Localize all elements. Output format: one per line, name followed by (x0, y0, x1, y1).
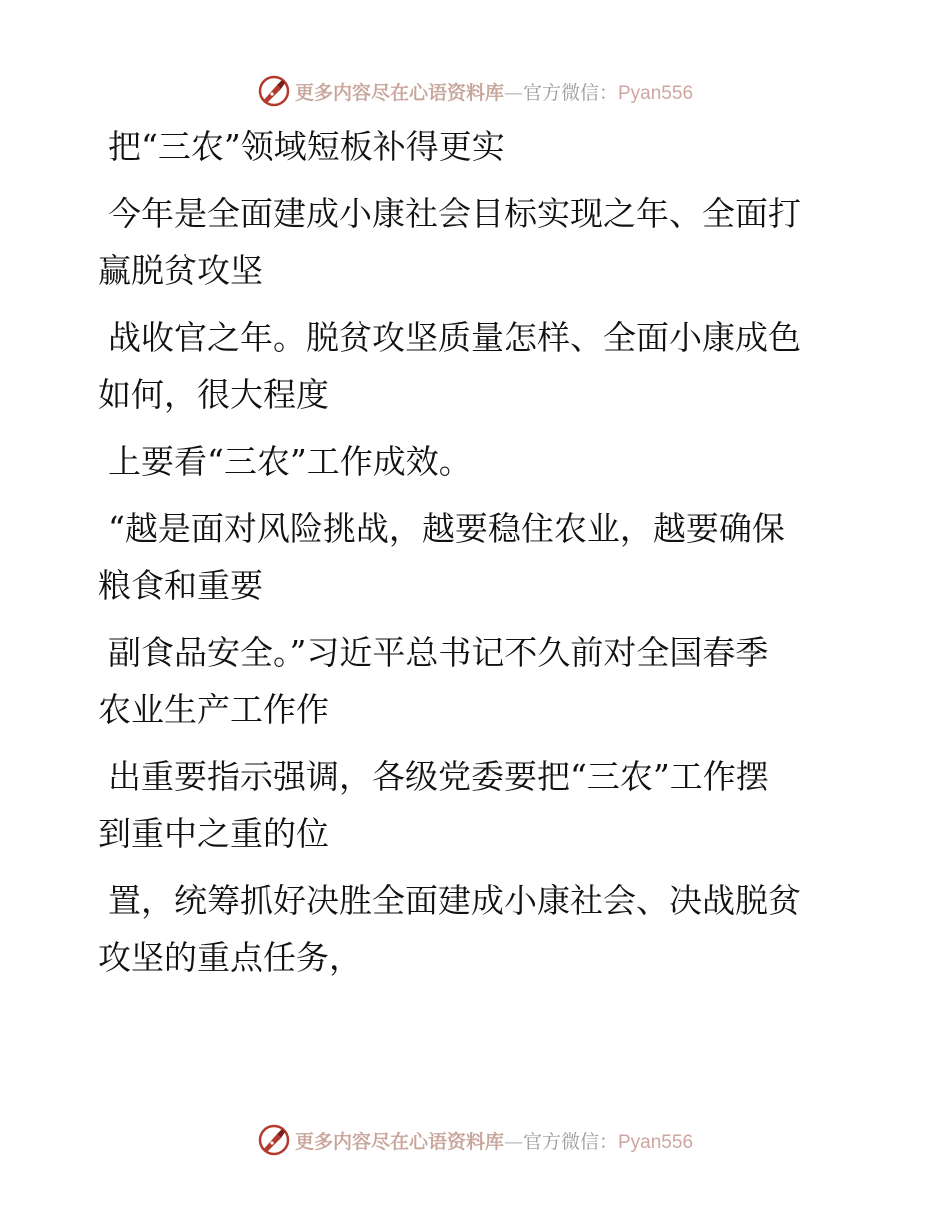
paragraph-line: 如何，很大程度 (98, 375, 329, 414)
banner-brand-text: 更多内容尽在心语资料库 (294, 1130, 504, 1153)
banner-dash: — (503, 1130, 523, 1153)
banner-wechat-id: Pyan556 (618, 82, 694, 104)
paragraph-line: 副食品安全。”习近平总书记不久前对全国春季 (108, 633, 769, 672)
paragraph-line: 今年是全面建成小康社会目标实现之年、全面打 (108, 194, 801, 233)
paragraph (98, 872, 838, 986)
header-banner (0, 71, 950, 111)
pen-nib-logo-icon (257, 1123, 291, 1157)
banner-wechat-label: 官方微信： (522, 1130, 618, 1153)
banner-text (295, 1127, 693, 1154)
paragraph (98, 624, 838, 738)
banner-wechat-label: 官方微信： (522, 81, 618, 104)
banner-wechat-id: Pyan556 (618, 1131, 694, 1153)
paragraph-line: “越是面对风险挑战，越要稳住农业，越要确保 (108, 509, 785, 548)
banner-text (295, 78, 693, 105)
paragraph-line: 战收官之年。脱贫攻坚质量怎样、全面小康成色 (108, 318, 801, 357)
paragraph-line: 置，统筹抓好决胜全面建成小康社会、决战脱贫 (108, 881, 801, 920)
paragraph-line: 出重要指示强调，各级党委要把“三农”工作摆 (108, 757, 769, 796)
paragraph-line: 农业生产工作作 (98, 690, 329, 729)
paragraph-line: 赢脱贫攻坚 (98, 251, 263, 290)
paragraph (98, 309, 838, 423)
paragraph-line: 上要看“三农”工作成效。 (108, 442, 472, 481)
banner-brand-text: 更多内容尽在心语资料库 (294, 81, 504, 104)
article-title: 把“三农”领域短板补得更实 (108, 127, 505, 166)
banner-dash: — (503, 81, 523, 104)
paragraph-line: 到重中之重的位 (98, 814, 329, 853)
footer-banner (0, 1120, 950, 1160)
paragraph (98, 185, 838, 299)
paragraph (98, 748, 838, 862)
paragraph (98, 433, 838, 490)
paragraph (98, 500, 838, 614)
pen-nib-logo-icon (257, 74, 291, 108)
article-body (98, 118, 838, 986)
paragraph-line: 粮食和重要 (98, 566, 263, 605)
paragraph-line: 攻坚的重点任务， (98, 938, 362, 977)
